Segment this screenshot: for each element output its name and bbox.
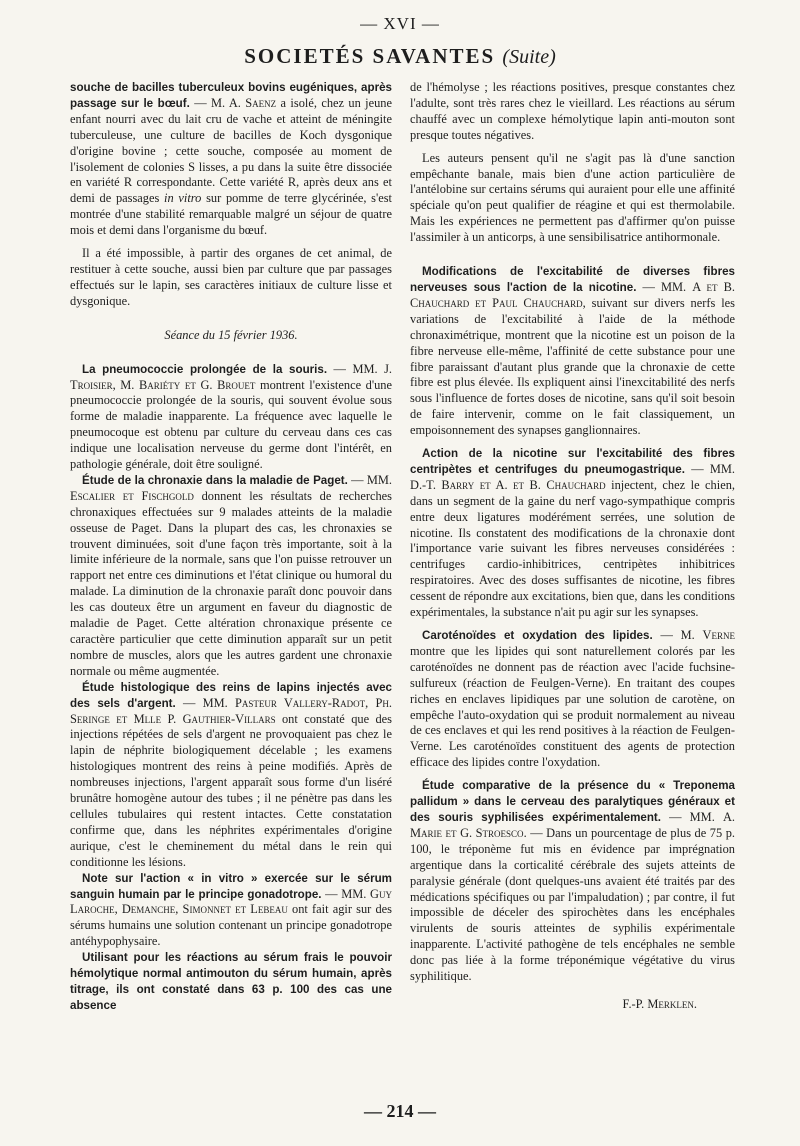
article-text: , suivant sur divers nerfs les variations de l'excitabilité à l'aide de la méthode chronaximétrique, montrent que la nicotine est un poison de la fibre nerveuse elle-même, l'affinité de cette substance pour une fibre paraissant d'autant plus grande que la chronaxie de cette fibre est plus élevée. Ils expliquent ainsi l'inexcitabilité des nerfs sous l'influence de fortes doses de nicotine, sans qu'il soit besoin de faire intervenir, comme on le fait classiquement, un empoisonnement des synapses ganglionnaires. <box>410 295 735 438</box>
article <box>70 362 392 473</box>
article-heading: Étude histologique des reins de lapins injectés avec des sels d'argent. <box>70 680 392 710</box>
article-heading: Étude de la chronaxie dans la maladie de Paget. <box>82 473 348 487</box>
article-heading: souche de bacilles tuberculeux bovins eugéniques, après passage sur le bœuf. <box>70 81 392 110</box>
dash: — MM. <box>347 472 392 487</box>
paragraph: Il a été impossible, à partir des organes de cet animal, de restituer à cette souche, aussi bien par culture que par passages effectués sur le lapin, ses caractères initiaux de culture lisse et dysgonique. <box>70 246 392 308</box>
dash: — MM. <box>327 361 385 376</box>
article-heading: Modifications de l'excitabilité de diverses fibres nerveuses sous l'action de la nicotine. <box>410 265 735 294</box>
section-title-suite: (Suite) <box>502 46 556 68</box>
article <box>410 778 735 985</box>
seance-heading <box>70 328 392 344</box>
section-title-text: SOCIETÉS SAVANTES <box>244 44 496 68</box>
signature: F.-P. Merklen. <box>622 996 697 1011</box>
author-names: J. Troisier, M. Bariéty et G. Brouet <box>70 361 392 392</box>
article <box>410 264 735 439</box>
author-names: A. Marie et G. Stroesco <box>410 809 735 840</box>
article <box>70 950 392 1014</box>
dash: — MM. <box>684 461 735 476</box>
author-names: Saenz <box>245 95 277 110</box>
article-text: sur pomme de terre glycérinée, s'est montrée d'une stabilité remarquable malgré un séjour de quatre mois et demi dans l'organisme du bœuf. <box>70 191 393 238</box>
article-heading: Action de la nicotine sur l'excitabilité des fibres centripètes et centrifuges du pneumogastrique. <box>410 447 735 476</box>
dash: — MM. <box>636 279 693 294</box>
dash: — M. A. <box>189 95 246 110</box>
dash: — M. <box>652 628 703 642</box>
dash: — MM. <box>175 695 235 710</box>
author-names: D.-T. Barry et A. et B. Chauchard <box>410 477 606 492</box>
paragraph: de l'hémolyse ; les réactions positives, presque constantes chez l'adulte, sont très rares chez le vieillard. Les réactions au sérum chauffé avec un complexe hémolytique lapin anti-mouton sont presque toutes négatives. <box>410 80 735 142</box>
article-heading: Caroténoïdes et oxydation des lipides. <box>422 629 653 642</box>
article-heading: Utilisant pour les réactions au sérum frais le pouvoir hémolytique normal antimouton du sérum humain, après titrage, ils ont constaté dans 63 p. 100 des cas une absence <box>70 951 392 1012</box>
article-text: donnent les résultats de recherches chronaxiques effectuées sur 9 malades atteints de la maladie osseuse de Paget. Dans la plupart des cas, les chronaxies se trouvent diminuées, soit d'une façon très importante, soit à la limite inférieure de la normale, sans que l'on puisse retrouver un rapport net entre ces diminutions et l'état clinique ou humoral du malade. La diminution de la chronaxie paraît donc pouvoir dans les cas douteux être un argument en faveur du diagnostic de maladie de Paget. Cette altération chronaxique présente ce caractère particulier que cette diminution apparaît sur un petit nombre de muscles, alors que les autres gardent une chronaxie normale ou même augmentée. <box>70 488 393 678</box>
article <box>70 871 392 951</box>
dash: — MM. <box>660 809 723 824</box>
seance-label: Séance du <box>164 327 215 342</box>
author-names: Verne <box>702 628 735 642</box>
seance-date: 15 février 1936. <box>218 327 298 342</box>
article-heading: Note sur l'action « in vitro » exercée sur le sérum sanguin humain par le principe gonadotrope. <box>70 871 392 901</box>
article <box>410 628 735 771</box>
right-column <box>410 80 735 1013</box>
article-heading: La pneumococcie prolongée de la souris. <box>82 362 328 376</box>
article <box>410 446 735 621</box>
article-text: a isolé, chez un jeune enfant nourri avec du lait cru de vache et atteint de méningite tuberculeuse, une culture de bacilles de Koch dysgonique d'origine bovine ; cette souche, composée au moment de l'isolement de colonies S lisses, a pu dans la suite être dissociée en variété R correspondante. Cette variété R, après deux ans et demi de passages <box>70 95 393 206</box>
author-names: A et B. Chauchard et Paul Chauchard <box>410 279 735 310</box>
article <box>70 680 392 871</box>
article <box>70 473 392 680</box>
article-text: injectent, chez le chien, dans un segment de la gaine du nerf vago-sympathique compris entre deux ligatures modérément serrées, une solution de nicotine. Ils constatent des modifications de la chronaxie dont l'importance varie suivant les fibres nerveuses considérées : centrifuges cardio-inhibitrices, centripètes inhibitrices respiratoires. Avec des doses suffisantes de nicotine, les fibres cessent de répondre aux excitations, bien que, dans les conditions expérimentales, la substance n'ait pu agir sur les synapses. <box>410 477 735 620</box>
roman-page-number: — XVI — <box>360 14 440 33</box>
paragraph <box>70 80 392 239</box>
article-text: ont fait agir sur des sérums humains une solution contenant un principe gonadotrope antéhypophysaire. <box>70 902 392 949</box>
article-text: montrent l'existence d'une pneumococcie prolongée de la souris, qui souvent évolue sous forme de maladie inapparente. La fréquence avec laquelle le pneumocoque est obtenu par culture du cerveau dans ces cas indique une localisation nerveuse du germe dont l'intérêt, en pathologie générale, doit être souligné. <box>70 377 392 472</box>
article-heading: Étude comparative de la présence du « Treponema pallidum » dans le cerveau des paralytiques généraux et des souris syphilisées expérimentalement. <box>410 779 735 824</box>
section-title <box>0 44 800 69</box>
article-text: . — Dans un pourcentage de plus de 75 p. 100, le tréponème fut mis en évidence par imprégnation argentique dans la corticalité cérébrale des sujets atteints de paralysie générale (dont quelques-uns avaient été traités par des médications spécifiques ou par l'impaludation) ; par contre, il fut impossible de déceler des spirochètes dans les encéphales virulents de souris atteintes de syphilis expérimentale inapparente. L'activité pathogène de tels encéphales ne semble donc pas liée à la forme tréponémique végétative du virus syphilitique. <box>410 825 735 984</box>
dash: — MM. <box>321 886 371 901</box>
italic-term: in vitro <box>164 191 202 206</box>
left-column <box>70 80 392 1014</box>
page-number: — 214 — <box>364 1101 436 1121</box>
paragraph: Les auteurs pensent qu'il ne s'agit pas là d'une sanction empêchante banale, mais bien d'une action particulière de l'antélobine sur certains sérums qui auraient pour elle une affinité spéciale qu'on peut qualifier de réagine et qui est thermolabile. Mais les expériences ne permettent pas d'affirmer qu'on puisse l'assimiler à un anticorps, à une sensibilisatrice antihormonale. <box>410 150 735 245</box>
author-names: Guy Laroche, Demanche, Simonnet et Lebeau <box>70 886 392 917</box>
author-names: Pasteur Vallery-Radot, Ph. Seringe et Mlle P. Gauthier-Villars <box>70 695 392 726</box>
article-text: montre que les lipides qui sont naturellement colorés par les caroténoïdes ne donnent pas de réaction avec l'acide fuchsine-sulfureux (réaction de Feulgen-Verne). En traitant des coupes riches en enclaves lipidiques par une solution de carotène, on empêche l'auto-oxydation qui se produit normalement au niveau de ces enclaves et qui les rend positives à la réaction de Feulgen-Verne. Les caroténoïdes constituent des agents de protection efficace des lipides contre l'oxydation. <box>410 643 735 770</box>
author-names: Escalier et Fischgold <box>70 488 194 503</box>
article-text: ont constaté que des injections répétées de sels d'argent ne provoquaient pas chez le lapin de néphrite biologiquement décelable ; les examens histologiques montrent des reins à peine modifiés. Après de nombreuses injections, l'argent apparaît sous forme d'un liséré brunâtre homogène autour des tubes ; il ne pénètre pas dans les cellules tubulaires qui restent intactes. Cette constatation confirme que, dans les néphrites expérimentales d'origine aurique, c'est le cheminement du métal dans le rein qui conditionne les lésions. <box>70 711 392 869</box>
